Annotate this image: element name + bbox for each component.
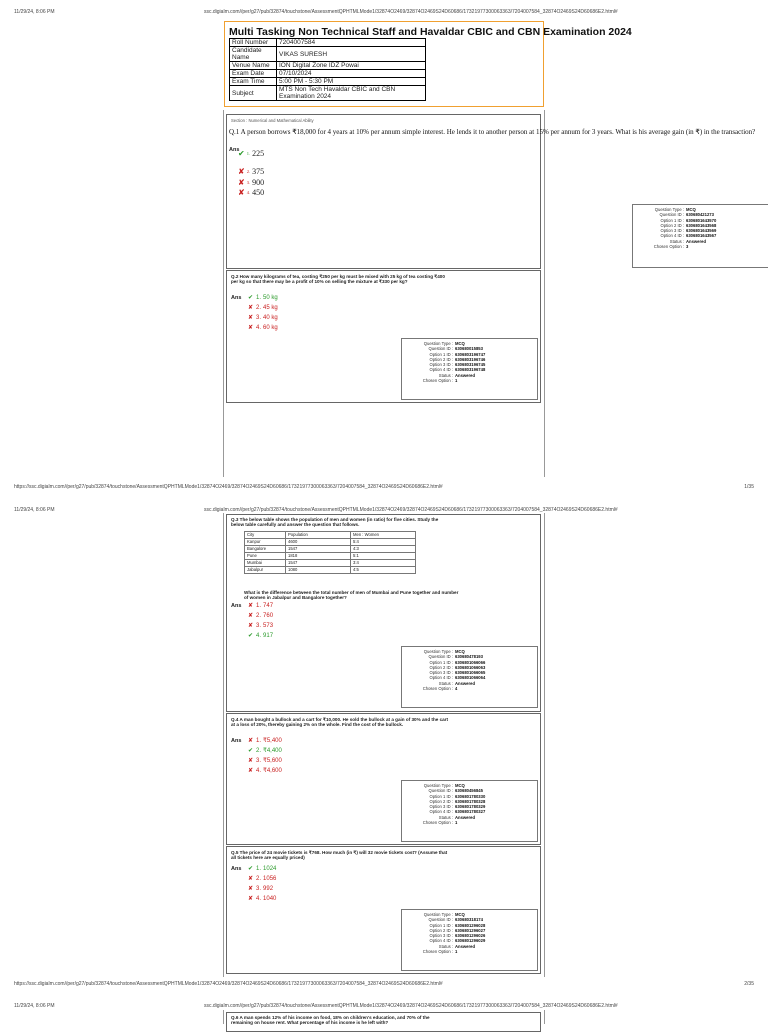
question-text-q6: Q.6 A man spends 12% of his income on food, 18% on children's education, and 70% of the remaining on house rent. What percentage of his income is he left with?	[231, 1015, 430, 1026]
page-rule-left	[223, 1010, 224, 1024]
print-url[interactable]: ssc.digialm.com//per/g27/pub/32874/touchstone/AssessmentQPHTMLMode1/32874O2469/32874O2469S24D60686/17321977300063363/7204007584_32874O2469S24D60686E2.html#	[204, 9, 618, 15]
question-text-q5: Q.5 The price of 24 movie tickets is ₹768. How much (in ₹) will 32 movie tickets cost? (Assume that all tickets here are equally priced)	[231, 850, 448, 861]
info-key: Subject	[230, 86, 277, 101]
answer-label: Ans	[231, 603, 242, 609]
info-key: Candidate Name	[230, 47, 277, 62]
section-label: Section : Numerical and Mathematical Ability	[231, 118, 314, 123]
question-meta-q5: Question Type : MCQ Question ID : 630680318174 Option 1 ID : 6306801296028 Option 2 ID : 6306801296027 Option 3 ID : 6306801296026 Option 4 ID : 6306801296029 Status : Answered Chosen Option : 1	[401, 909, 538, 971]
footer-url[interactable]: https://ssc.digialm.com//per/g27/pub/32874/touchstone/AssessmentQPHTMLMode1/32874O2469/32874O2469S24D60686/17321977300063363/7204007584_32874O2469S24D60686E2.html#	[14, 484, 443, 490]
cross-icon: ✘	[247, 758, 254, 764]
subject: MTS Non Tech Havaldar CBIC and CBN Examination 2024	[277, 86, 426, 101]
info-key: Exam Time	[230, 78, 277, 86]
cross-icon: ✘	[247, 886, 254, 892]
page-rule-right	[544, 513, 545, 977]
question-text-q4: Q.4 A man bought a bullock and a cart for ₹10,000. He sold the bullock at a gain of 30% and the cart at a loss of 20%, thereby gaining 2% on the whole. Find the cost of the bullock.	[231, 717, 449, 728]
answer-label: Ans	[231, 866, 242, 872]
venue-name: ION Digital Zone IDZ Powai	[277, 62, 426, 70]
answer-label: Ans	[231, 738, 242, 744]
info-key: Venue Name	[230, 62, 277, 70]
page-rule-right	[544, 110, 545, 477]
cross-icon: ✘	[238, 178, 245, 187]
option-text: 450	[252, 188, 265, 197]
page-footer	[14, 484, 754, 490]
option-q5-1: ✔ 1. 1024	[247, 865, 277, 872]
question-subtext-q3: What is the difference between the total number of men of Mumbai and Pune together and number of women in Jabalpur and Bangalore together?	[244, 590, 459, 601]
question-text-q3: Q.3 The below table shows the population of men and women (in ratio) for five cities. Study the below table carefully and answer the question that follows.	[231, 517, 439, 528]
answer-label: Ans	[231, 295, 242, 301]
option-q5-2: ✘ 2. 1056	[247, 875, 277, 882]
option-q2-1: ✔ 1. 50 kg	[247, 294, 278, 301]
candidate-info-panel	[224, 21, 632, 107]
option-q3-1: ✘ 1. 747	[247, 602, 274, 609]
print-timestamp: 11/29/24, 8:06 PM	[14, 9, 55, 15]
cross-icon: ✘	[238, 167, 245, 176]
cross-icon: ✘	[247, 623, 254, 629]
option-q5-3: ✘ 3. 992	[247, 885, 274, 892]
question-text-q2: Q.2 How many kilograms of tea, costing ₹250 per kg must be mixed with 25 kg of tea costing ₹400 per kg so that there may be a profit of 10% on selling the mixture at ₹330 per kg?	[231, 274, 445, 285]
cross-icon: ✘	[247, 603, 254, 609]
check-icon: ✔	[247, 748, 254, 754]
question-meta-q3: Question Type : MCQ Question ID : 630680478193 Option 1 ID : 6306801066066 Option 2 ID : 6306801066063 Option 3 ID : 6306801066065 Option 4 ID : 6306801066064 Status : Answered Chosen Option : 4	[401, 646, 538, 708]
roll-number: 7204007584	[277, 39, 426, 47]
page-header	[14, 507, 754, 513]
option-q2-4: ✘ 4. 60 kg	[247, 324, 278, 331]
cross-icon: ✘	[247, 325, 254, 331]
option-q4-2: ✔ 2. ₹4,400	[247, 747, 282, 754]
option-q2-2: ✘ 2. 45 kg	[247, 304, 278, 311]
info-key: Roll Number	[230, 39, 277, 47]
question-meta-q2: Question Type : MCQ Question ID : 630680015853 Option 1 ID : 6306803196747 Option 2 ID : 6306803196746 Option 3 ID : 6306803196745 Option 4 ID : 6306803196748 Status : Answered Chosen Option : 1	[401, 338, 538, 400]
option-index: 4.	[246, 190, 251, 195]
page-footer	[14, 981, 754, 987]
print-timestamp: 11/29/24, 8:06 PM	[14, 507, 55, 513]
option-text: 225	[252, 149, 265, 158]
check-icon: ✔	[238, 149, 245, 158]
option-q1-4	[238, 188, 264, 197]
question-meta-q4: Question Type : MCQ Question ID : 630680456845 Option 1 ID : 6306801780330 Option 2 ID : 6306801780328 Option 3 ID : 6306801780329 Option 4 ID : 6306801780327 Status : Answered Chosen Option : 1	[401, 780, 538, 842]
option-q4-1: ✘ 1. ₹5,400	[247, 737, 282, 744]
option-index: 2.	[246, 169, 251, 174]
page-header	[14, 1003, 754, 1009]
exam-date: 07/10/2024	[277, 70, 426, 78]
cross-icon: ✘	[247, 613, 254, 619]
print-url[interactable]: ssc.digialm.com//per/g27/pub/32874/touchstone/AssessmentQPHTMLMode1/32874O2469/32874O2469S24D60686/17321977300063363/7204007584_32874O2469S24D60686E2.html#	[204, 1003, 618, 1009]
print-timestamp: 11/29/24, 8:06 PM	[14, 1003, 55, 1009]
option-q5-4: ✘ 4. 1040	[247, 895, 277, 902]
option-q3-4: ✔ 4. 917	[247, 632, 274, 639]
cross-icon: ✘	[247, 738, 254, 744]
cross-icon: ✘	[247, 876, 254, 882]
option-q4-3: ✘ 3. ₹5,600	[247, 757, 282, 764]
print-url[interactable]: ssc.digialm.com//per/g27/pub/32874/touchstone/AssessmentQPHTMLMode1/32874O2469/32874O2469S24D60686/17321977300063363/7204007584_32874O2469S24D60686E2.html#	[204, 507, 618, 513]
page-rule-left	[223, 110, 224, 477]
check-icon: ✔	[247, 866, 254, 872]
population-table: City Population Men : Women Kanpur 4600 5:4 Bangalore 1547 4:3 Pune 1818 5:1 Mumbai 1547 3:4 Jabalpur 1080 4:5	[244, 531, 416, 574]
option-q4-4: ✘ 4. ₹4,600	[247, 767, 282, 774]
page-rule-right	[544, 1010, 545, 1024]
option-text: 900	[252, 178, 265, 187]
cross-icon: ✘	[247, 768, 254, 774]
answer-label: Ans	[229, 147, 240, 153]
page-header	[14, 9, 754, 15]
page-number: 1/35	[744, 484, 754, 490]
candidate-name: VIKAS SURESH	[277, 47, 426, 62]
candidate-info-table	[229, 38, 426, 101]
option-index: 1.	[246, 151, 251, 156]
option-index: 3.	[246, 180, 251, 185]
option-q1-2	[238, 167, 264, 176]
question-meta-q1: Question Type : MCQ Question ID : 630680421273 Option 1 ID : 6306801643570 Option 2 ID : 6306801643568 Option 3 ID : 6306801643569 Option 4 ID : 6306801643567 Status : Answered Chosen Option : 3	[632, 204, 768, 268]
cross-icon: ✘	[247, 896, 254, 902]
exam-time: 5:00 PM - 5:30 PM	[277, 78, 426, 86]
question-text-q1: Q.1 A person borrows ₹18,000 for 4 years at 10% per annum simple interest. He lends it to another person at 15% per annum for 3 years. What is his average gain (in ₹) in the transaction?	[229, 128, 756, 136]
option-q3-2: ✘ 2. 760	[247, 612, 274, 619]
cross-icon: ✘	[238, 188, 245, 197]
check-icon: ✔	[247, 633, 254, 639]
question-box-q1	[226, 114, 541, 269]
cross-icon: ✘	[247, 315, 254, 321]
option-q1-3	[238, 178, 264, 187]
option-q2-3: ✘ 3. 40 kg	[247, 314, 278, 321]
check-icon: ✔	[247, 295, 254, 301]
info-key: Exam Date	[230, 70, 277, 78]
exam-title: Multi Tasking Non Technical Staff and Havaldar CBIC and CBN Examination 2024	[229, 26, 632, 38]
footer-url[interactable]: https://ssc.digialm.com//per/g27/pub/32874/touchstone/AssessmentQPHTMLMode1/32874O2469/32874O2469S24D60686/17321977300063363/7204007584_32874O2469S24D60686E2.html#	[14, 981, 443, 987]
option-q1-1	[238, 149, 264, 158]
page-rule-left	[223, 513, 224, 977]
option-text: 375	[252, 167, 265, 176]
page-number: 2/35	[744, 981, 754, 987]
option-q3-3: ✘ 3. 573	[247, 622, 274, 629]
cross-icon: ✘	[247, 305, 254, 311]
